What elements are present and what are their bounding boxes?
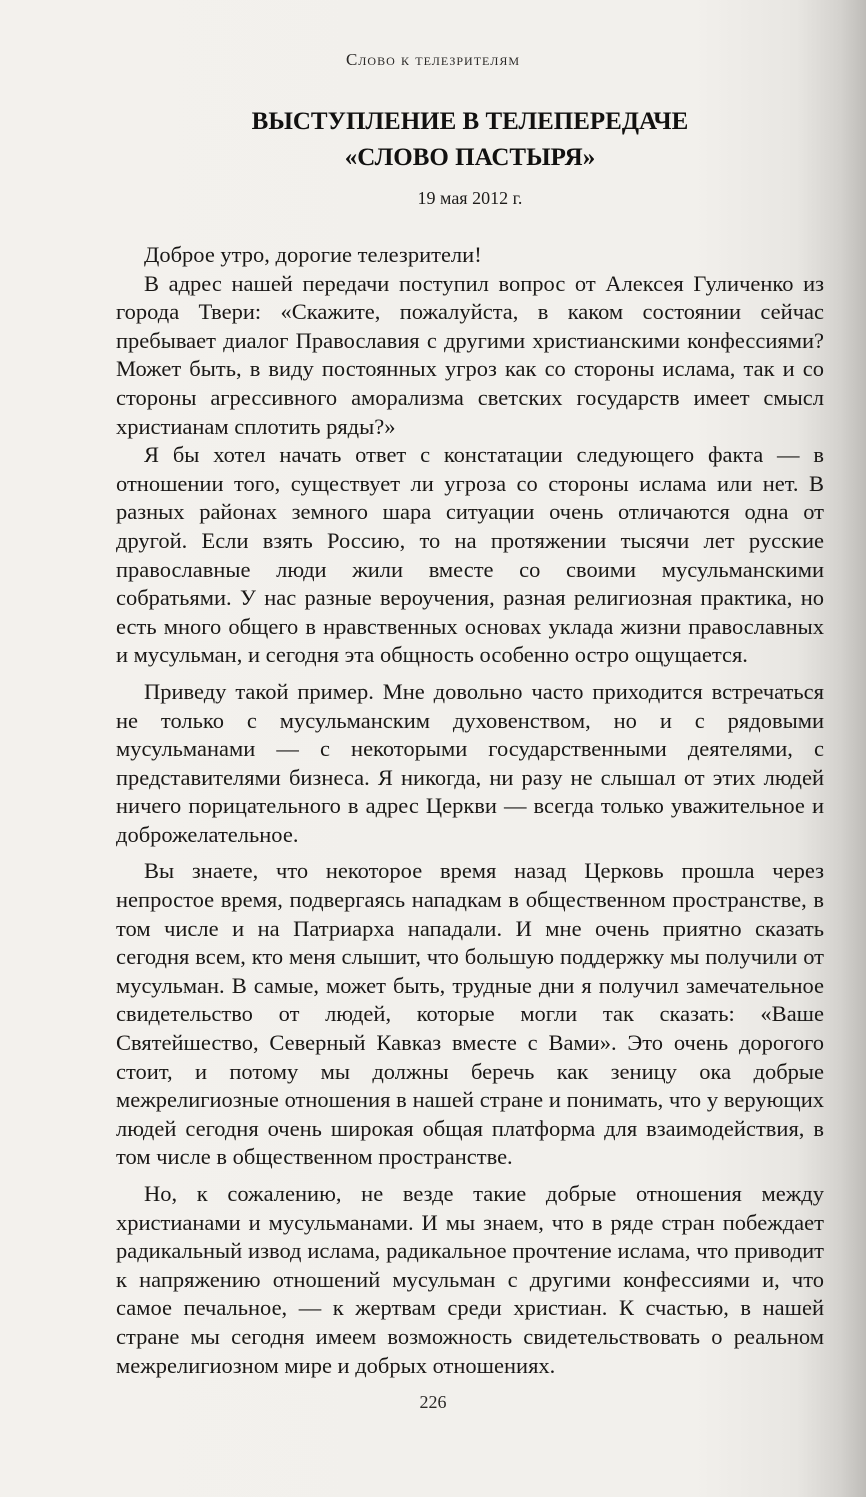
title-line-2: «СЛОВО ПАСТЫРЯ»: [344, 144, 596, 171]
paragraph-question: В адрес нашей передачи поступил вопрос от Алексея Гуличенко из города Твери: «Скажите, пожалуйста, в каком состоянии сейчас пребывает диалог Православия с другими христианскими конфессиями? Может быть, в виду постоянных угроз как со стороны ислама, так и со стороны агрессивного аморализма светских государств имеет смысл христианам сплотить ряды?»: [116, 270, 824, 439]
paragraph-conclusion: Но, к сожалению, не везде такие добрые отношения между христианами и мусульманами. И мы знаем, что в ряде стран побеждает радикальный извод ислама, радикальное прочтение ислама, что приводит к напряжению отношений мусульман с другими конфессиями и, что самое печальное, — к жертвам среди христиан. К счастью, в нашей стране мы сегодня имеем возможность свидетельствовать о реальном межрелигиозном мире и добрых отношениях.: [116, 1181, 824, 1378]
article-date: 19 мая 2012 г.: [417, 188, 523, 208]
page-number: 226: [419, 1392, 447, 1412]
paragraph-greeting: Доброе утро, дорогие телезрители!: [144, 242, 482, 267]
article-body: [116, 241, 824, 1380]
running-head: Слово к телезрителям: [345, 50, 521, 69]
paragraph-support: Вы знаете, что некоторое время назад Церковь прошла через непростое время, подвергаясь нападкам в общественном пространстве, в том числе и на Патриарха нападали. И мне очень приятно сказать сегодня всем, кто меня слышит, что большую поддержку мы получили от мусульман. В самые, может быть, трудные дни я получил замечательное свидетельство от людей, которые могли так сказать: «Ваше Святейшество, Северный Кавказ вместе с Вами». Это очень дорогого стоит, и потому мы должны беречь как зеницу ока добрые межрелигиозные отношения в нашей стране и понимать, что у верующих людей сегодня очень широкая общая платформа для взаимодействия, в том числе в общественном пространстве.: [116, 858, 824, 1170]
title-line-1: ВЫСТУПЛЕНИЕ В ТЕЛЕПЕРЕДАЧЕ: [251, 108, 689, 135]
paragraph-answer-start: Я бы хотел начать ответ с констатации следующего факта — в отношении того, существует ли угроза со стороны ислама или нет. В разных районах земного шара ситуации очень отличаются одна от другой. Если взять Россию, то на протяжении тысячи лет русские православные люди жили вместе со своими мусульманскими собратьями. У нас разные вероучения, разная религиозная практика, но есть много общего в нравственных основах уклада жизни православных и мусульман, и сегодня эта общность особенно остро ощущается.: [116, 442, 824, 668]
paragraph-example: Приведу такой пример. Мне довольно часто приходится встречаться не только с мусульманским духовенством, но и с рядовыми мусульманами — с некоторыми государственными деятелями, с представителями бизнеса. Я никогда, ни разу не слышал от этих людей ничего порицательного в адрес Церкви — всегда только уважительное и доброжелательное.: [116, 678, 824, 847]
article-title: [170, 104, 770, 176]
